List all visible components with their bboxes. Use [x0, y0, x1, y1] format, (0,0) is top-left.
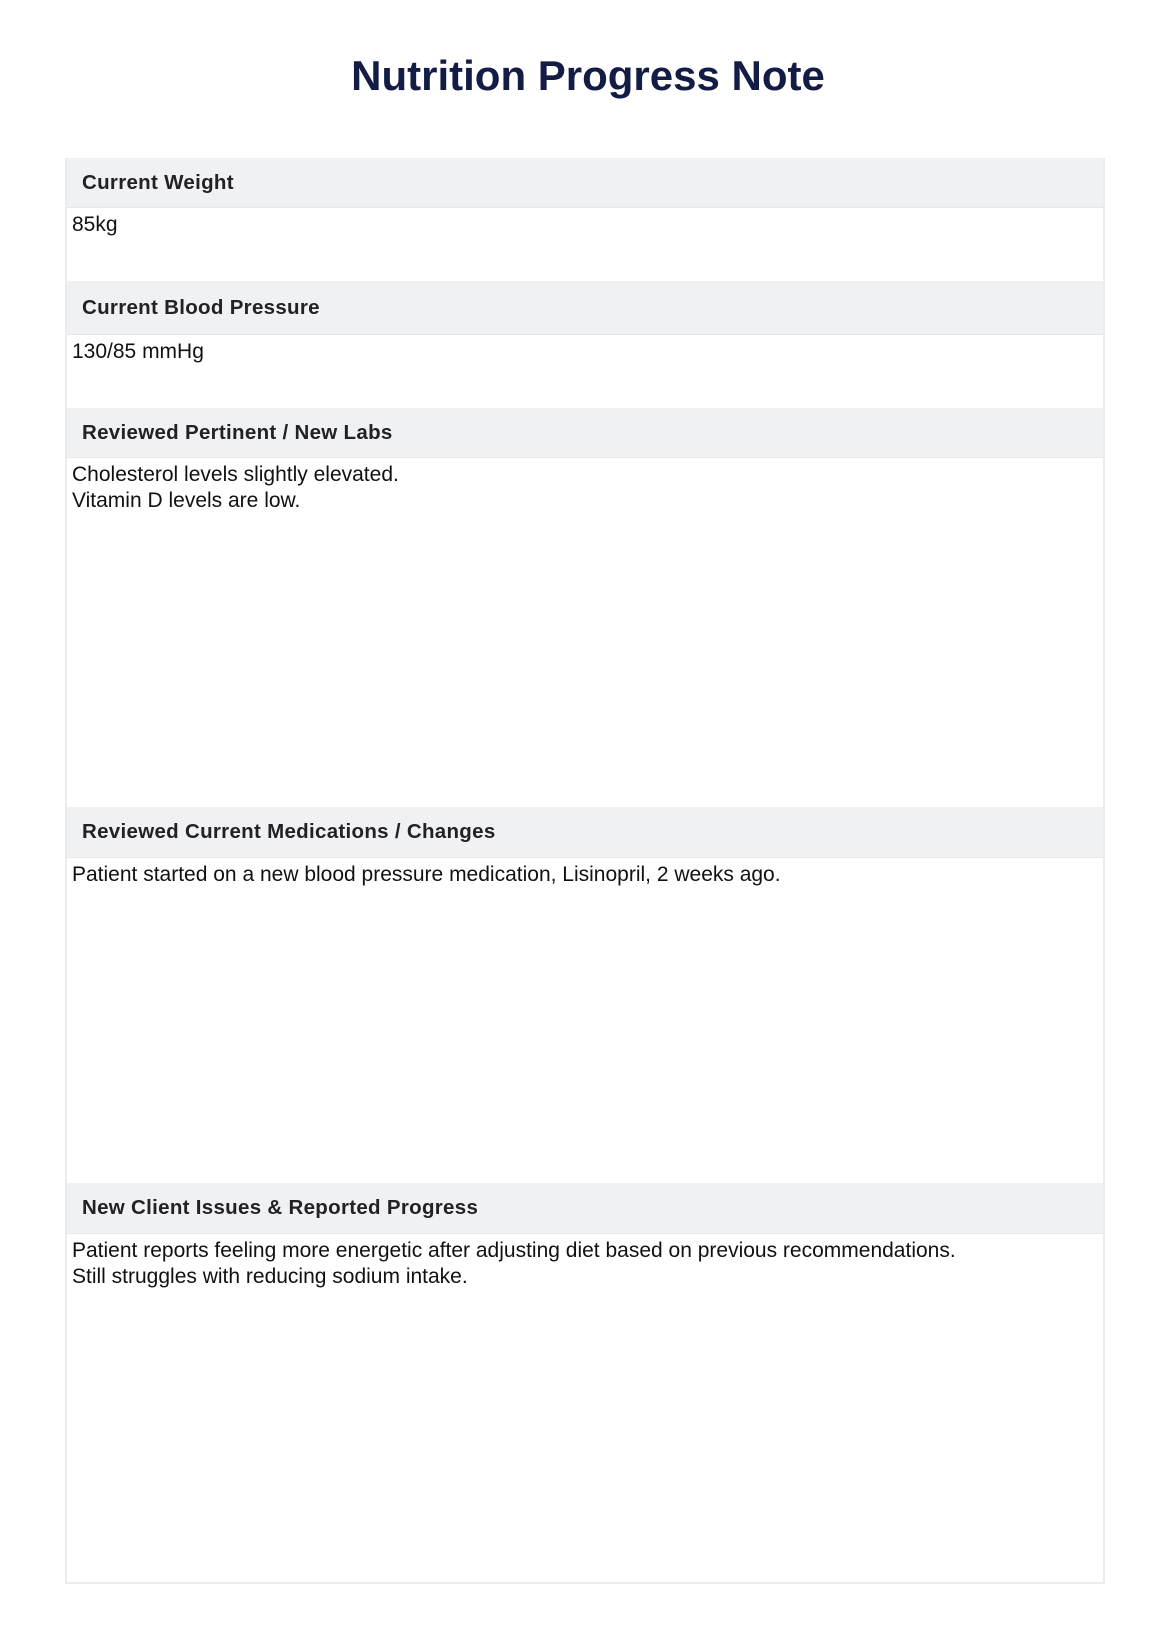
current-weight-field[interactable]: 85kg	[72, 213, 118, 236]
medications-label: Reviewed Current Medications / Changes	[67, 807, 1103, 858]
client-issues-field[interactable]: Patient reports feeling more energetic after adjusting diet based on previous recommendations. Still struggles with reducing sodium intake.	[72, 1239, 956, 1288]
labs-label: Reviewed Pertinent / New Labs	[67, 408, 1103, 458]
client-issues-label: New Client Issues & Reported Progress	[67, 1183, 1103, 1234]
current-weight-label: Current Weight	[67, 158, 1103, 208]
labs-field[interactable]: Cholesterol levels slightly elevated. Vitamin D levels are low.	[72, 463, 399, 512]
blood-pressure-label: Current Blood Pressure	[67, 281, 1103, 335]
page-title: Nutrition Progress Note	[351, 52, 825, 99]
blood-pressure-field[interactable]: 130/85 mmHg	[72, 340, 204, 363]
medications-field[interactable]: Patient started on a new blood pressure medication, Lisinopril, 2 weeks ago.	[72, 863, 781, 886]
progress-note-form	[65, 158, 1105, 1584]
